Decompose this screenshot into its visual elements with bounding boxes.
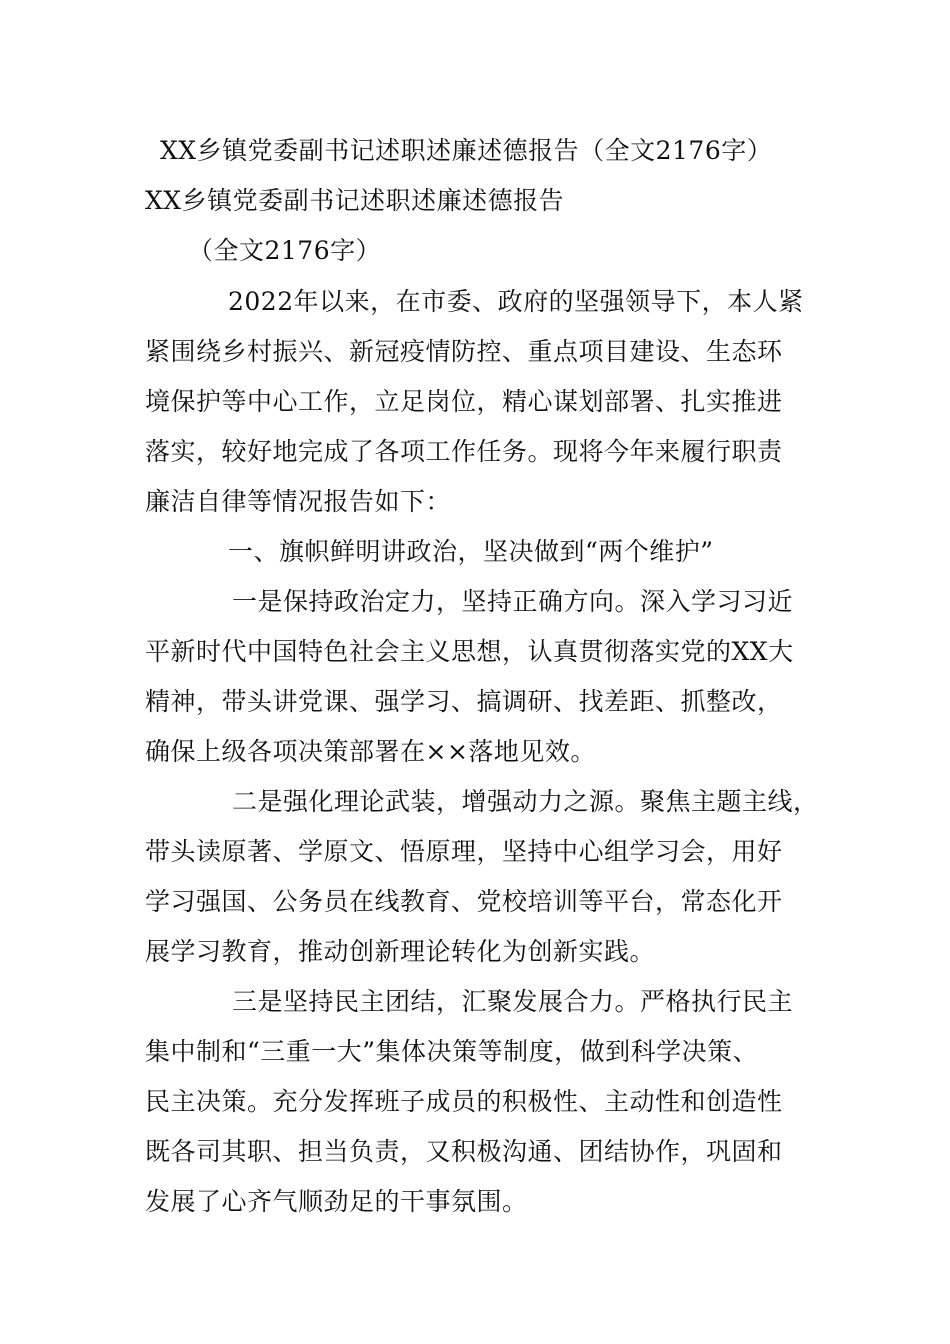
paragraph-line: 境保护等中心工作，立足岗位，精心谋划部署、扎实推进 [145, 387, 783, 416]
paragraph-line: 一是保持政治定力，坚持正确方向。深入学习习近 [232, 587, 794, 616]
paragraph-line: 平新时代中国特色社会主义思想，认真贯彻落实党的XX大 [145, 637, 794, 666]
paragraph-line: 落实，较好地完成了各项工作任务。现将今年来履行职责 [145, 437, 783, 466]
paragraph-line: 集中制和“三重一大”集体决策等制度，做到科学决策、 [145, 1037, 759, 1066]
paragraph-line: 廉洁自律等情况报告如下： [145, 487, 452, 516]
document-heading: XX乡镇党委副书记述职述廉述德报告 [145, 186, 565, 215]
paragraph-line: 发展了心齐气顺劲足的干事氛围。 [145, 1187, 528, 1216]
paragraph-line: 2022年以来，在市委、政府的坚强领导下，本人紧 [228, 287, 804, 316]
document-title: XX乡镇党委副书记述职述廉述德报告（全文2176字） [160, 136, 773, 165]
section-heading: 一、旗帜鲜明讲政治，坚决做到“两个维护” [228, 537, 714, 566]
paragraph-line: 带头读原著、学原文、悟原理，坚持中心组学习会，用好 [145, 837, 783, 866]
word-count-note: （全文2176字） [188, 236, 382, 265]
paragraph-line: 二是强化理论武装，增强动力之源。聚焦主题主线， [232, 787, 819, 816]
paragraph-line: 既各司其职、担当负责，又积极沟通、团结协作，巩固和 [145, 1137, 783, 1166]
paragraph-line: 展学习教育，推动创新理论转化为创新实践。 [145, 937, 656, 966]
paragraph-line: 三是坚持民主团结，汇聚发展合力。严格执行民主 [232, 987, 794, 1016]
paragraph-line: 确保上级各项决策部署在××落地见效。 [145, 737, 596, 766]
paragraph-line: 民主决策。充分发挥班子成员的积极性、主动性和创造性 [145, 1087, 783, 1116]
paragraph-line: 学习强国、公务员在线教育、党校培训等平台，常态化开 [145, 887, 783, 916]
paragraph-line: 紧围绕乡村振兴、新冠疫情防控、重点项目建设、生态环 [145, 337, 783, 366]
paragraph-line: 精神，带头讲党课、强学习、搞调研、找差距、抓整改， [145, 687, 783, 716]
